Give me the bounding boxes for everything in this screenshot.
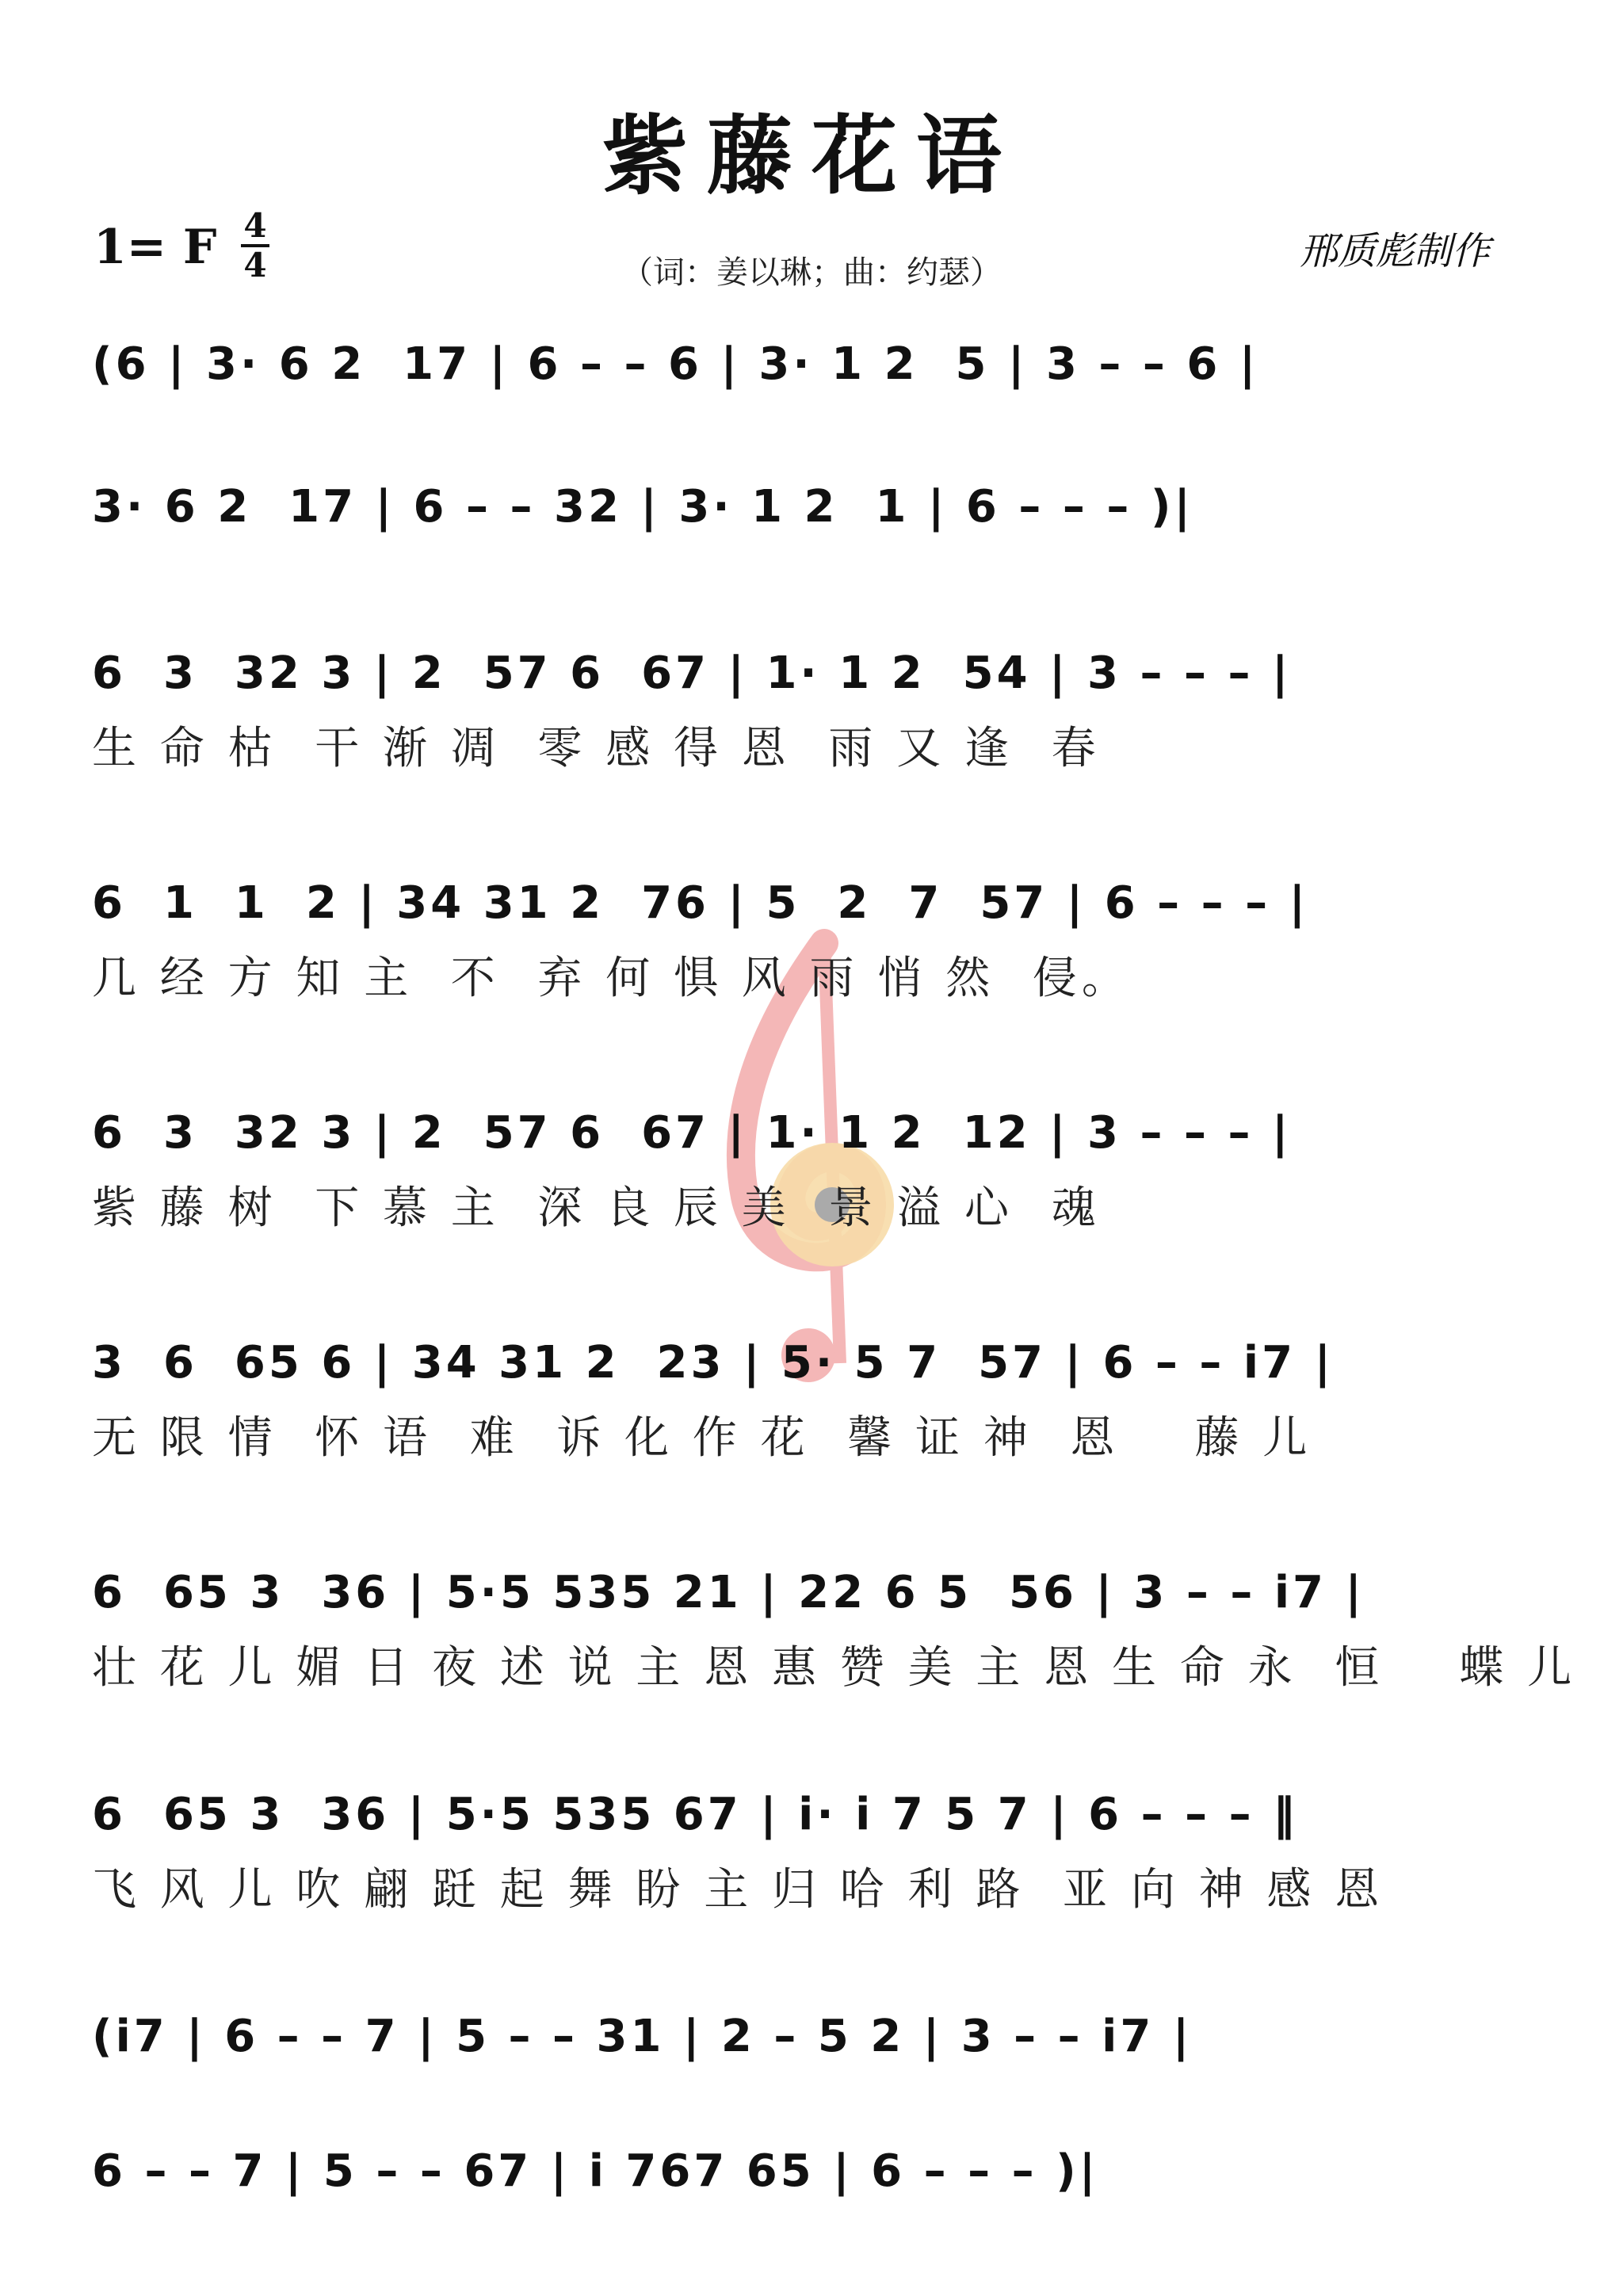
author: 邢质彪制作 [1300,229,1491,273]
lyrics-line: 飞 风 儿 吹 翩 跹 起 舞 盼 主 归 哈 利 路 亚 向 神 感 恩 [92,1864,1384,1916]
time-signature-top: 4 [243,206,267,245]
lyrics-line: 生 命 枯 干 渐 凋 零 感 得 恩 雨 又 逢 春 [92,723,1101,774]
lyrics-line: 几 经 方 知 主 不 弃 何 惧 风 雨 悄 然 侵。 [92,953,1131,1004]
notes-line: (6 | 3· 6 2 17 | 6 – – 6 | 3· 1 2 5 | 3 – – 6 | [92,338,1259,390]
notes-line: 6 – – 7 | 5 – – 67 | i 767 65 | 6 – – – )| [92,2145,1099,2197]
notes-line: 6 65 3 36 | 5·5 535 67 | i· i 7 5 7 | 6 – – – ‖ [92,1789,1299,1840]
time-signature-bottom: 4 [243,246,267,285]
credits: （词：姜以琳；曲：约瑟） [621,254,1002,291]
notes-line: 3· 6 2 17 | 6 – – 32 | 3· 1 2 1 | 6 – – – )| [92,481,1193,533]
notes-line: 3 6 65 6 | 34 31 2 23 | 5· 5 7 57 | 6 – – i7 | [92,1337,1335,1389]
notes-line: 6 3 32 3 | 2 57 6 67 | 1· 1 2 54 | 3 – – – | [92,648,1292,699]
notes-line: 6 3 32 3 | 2 57 6 67 | 1· 1 2 12 | 3 – – – | [92,1107,1292,1159]
notes-line: 6 65 3 36 | 5·5 535 21 | 22 6 5 56 | 3 – – i7 | [92,1567,1365,1618]
notes-line: 6 1 1 2 | 34 31 2 76 | 5 2 7 57 | 6 – – – | [92,877,1309,929]
lyrics-line: 紫 藤 树 下 慕 主 深 良 辰 美 景 溢 心 魂 [92,1182,1101,1234]
notes-line: (i7 | 6 – – 7 | 5 – – 31 | 2 – 5 2 | 3 – – i7 | [92,2011,1193,2062]
page-title: 紫藤花语 [601,106,1021,206]
key-signature: 1= F [94,220,217,275]
lyrics-line: 无 限 情 怀 语 难 诉 化 作 花 馨 证 神 恩 藤 儿 [92,1412,1312,1464]
lyrics-line: 壮 花 儿 媚 日 夜 述 说 主 恩 惠 赞 美 主 恩 生 命 永 恒 蝶 儿 [92,1642,1577,1694]
